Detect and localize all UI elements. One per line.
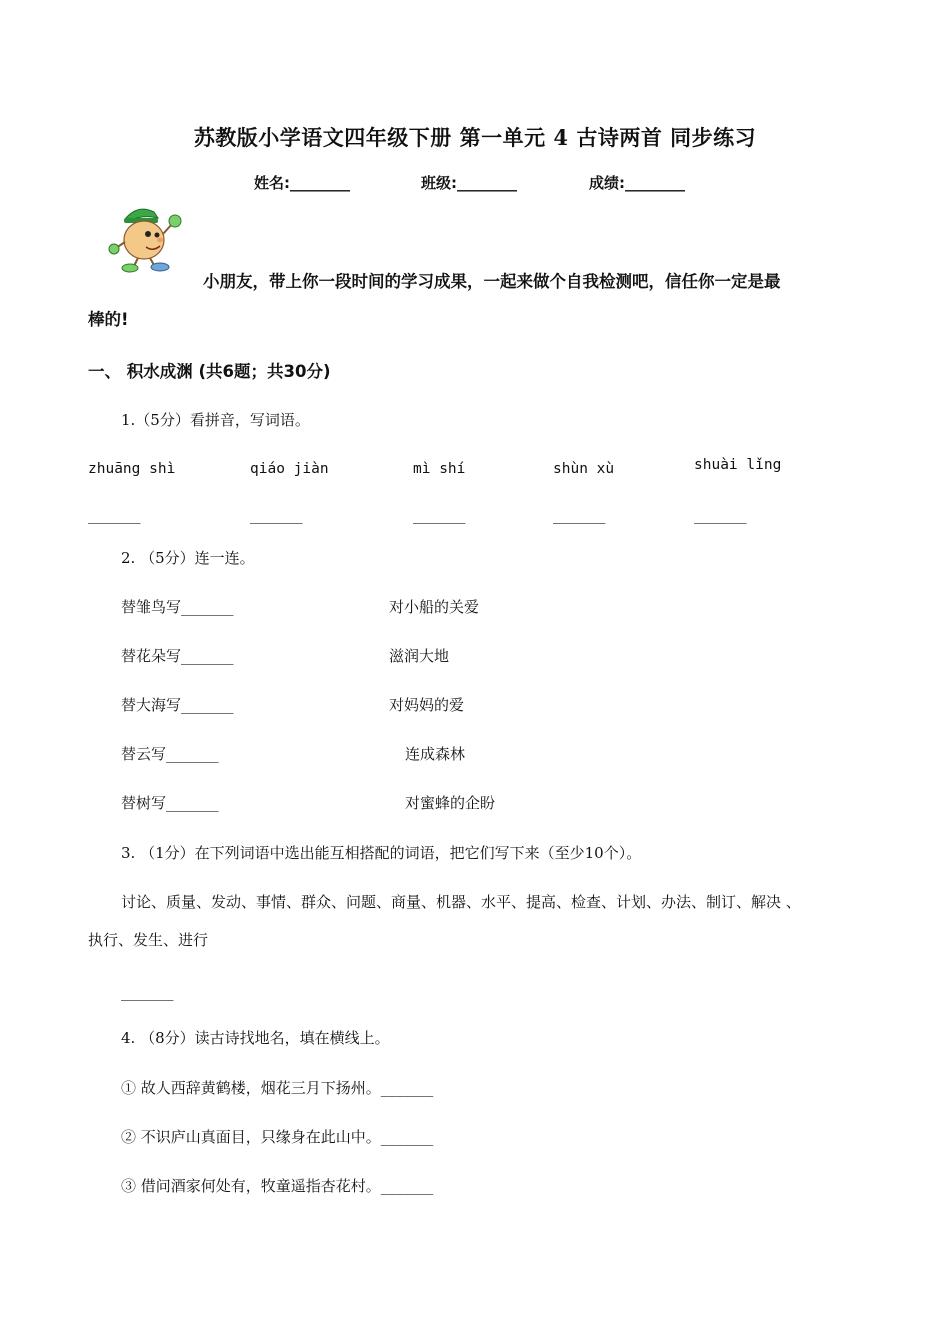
match-left-item[interactable]: 替树写_______ [121,794,219,812]
answer-blank[interactable]: _______ [88,506,141,524]
match-left-item[interactable]: 替云写_______ [121,745,219,763]
match-right-item: 连成森林 [405,745,466,763]
intro-line-1: 小朋友，带上你一段时间的学习成果，一起来做个自我检测吧，信任你一定是最 [203,272,781,291]
cartoon-mascot-icon [108,204,186,274]
match-right-item: 对妈妈的爱 [389,696,465,714]
match-right-item: 滋润大地 [389,647,450,665]
section-heading: 一、 积水成渊 (共6题；共30分) [88,362,331,381]
poem-line-item[interactable]: ③ 借问酒家何处有，牧童遥指杏花村。_______ [121,1177,434,1195]
match-right-item: 对蜜蜂的企盼 [405,794,496,812]
page-title: 苏教版小学语文四年级下册 第一单元 4 古诗两首 同步练习 [193,125,757,150]
class-field[interactable]: 班级:________ [421,174,517,192]
match-left-item[interactable]: 替花朵写_______ [121,647,234,665]
answer-blank[interactable]: _______ [250,506,303,524]
question-2-stem: 2. （5分）连一连。 [121,549,255,567]
question-3-stem: 3. （1分）在下列词语中选出能互相搭配的词语，把它们写下来（至少10个）。 [121,844,642,862]
answer-blank[interactable]: _______ [553,506,606,524]
pinyin-item: zhuāng shì [88,461,176,477]
poem-line-item[interactable]: ② 不识庐山真面目，只缘身在此山中。_______ [121,1128,434,1146]
answer-blank[interactable]: _______ [413,506,466,524]
score-field[interactable]: 成绩:________ [589,174,685,192]
word-list-line-1: 讨论、质量、发动、事情、群众、问题、商量、机器、水平、提高、检查、计划、办法、制订、解决 、 [121,893,801,911]
pinyin-item: mì shí [413,461,466,477]
match-right-item: 对小船的关爱 [389,598,480,616]
pinyin-item: shuài lǐng [694,457,782,473]
pinyin-item: shùn xù [553,461,615,477]
name-field[interactable]: 姓名:________ [254,174,350,192]
answer-blank[interactable]: _______ [121,983,174,1001]
answer-blank[interactable]: _______ [694,506,747,524]
poem-line-item[interactable]: ① 故人西辞黄鹤楼，烟花三月下扬州。_______ [121,1079,434,1097]
word-list-line-2: 执行、发生、进行 [88,931,209,949]
match-left-item[interactable]: 替雏鸟写_______ [121,598,234,616]
question-4-stem: 4. （8分）读古诗找地名，填在横线上。 [121,1029,390,1047]
pinyin-item: qiáo jiàn [250,461,329,477]
question-1-stem: 1.（5分）看拼音，写词语。 [121,411,310,429]
match-left-item[interactable]: 替大海写_______ [121,696,234,714]
intro-line-2: 棒的! [88,310,129,329]
